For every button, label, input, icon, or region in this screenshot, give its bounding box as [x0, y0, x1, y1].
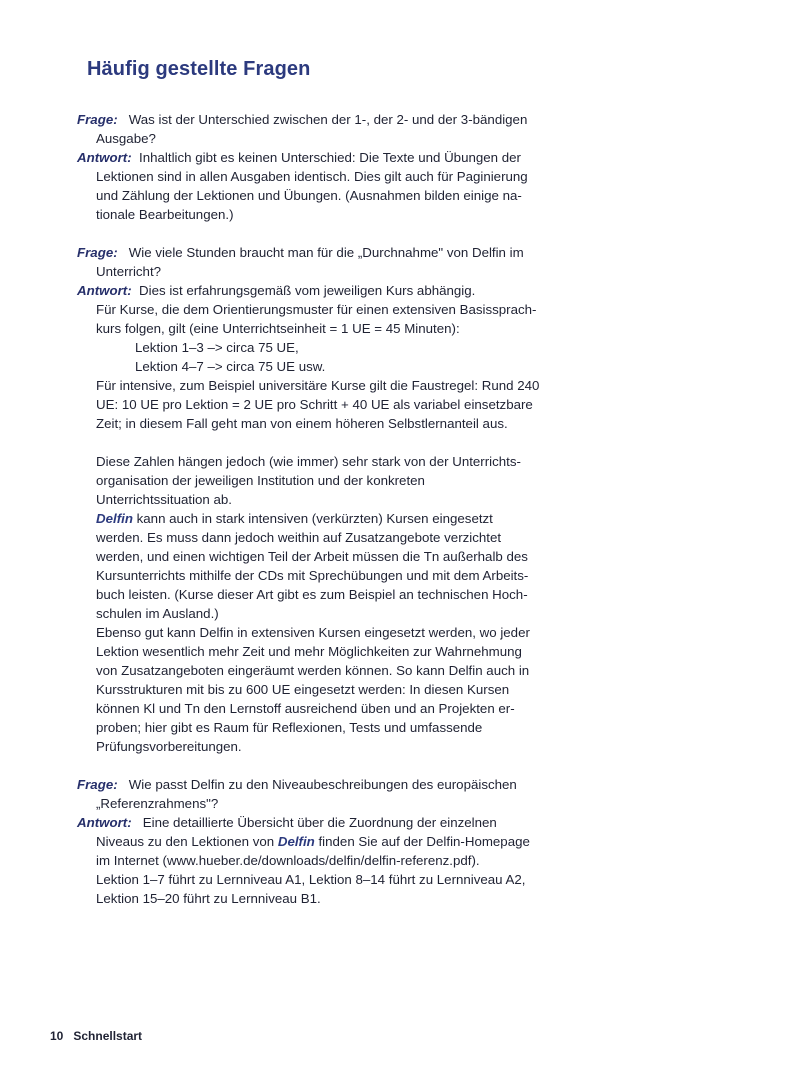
answer-text: Zeit; in diesem Fall geht man von einem höheren Selbstlernanteil aus.: [96, 416, 508, 431]
section-name: Schnellstart: [73, 1029, 143, 1043]
answer-text: Dies ist erfahrungsgemäß vom jeweiligen Kurs abhängig.: [139, 283, 476, 298]
page-title: Häufig gestellte Fragen: [87, 58, 311, 80]
question-label: Frage:: [77, 777, 118, 792]
answer-text: Prüfungsvorbereitungen.: [96, 739, 242, 754]
answer-line: [77, 832, 547, 851]
faq-item-3: [77, 775, 547, 908]
answer-text: Lektion 15–20 führt zu Lernniveau B1.: [96, 891, 321, 906]
answer-label: Antwort:: [77, 283, 132, 298]
question-text: Ausgabe?: [96, 131, 156, 146]
answer-text: Unterrichtssituation ab.: [96, 492, 232, 507]
answer-text: buch leisten. (Kurse dieser Art gibt es zum Beispiel an technischen Hoch-: [96, 587, 528, 602]
answer-text: kurs folgen, gilt (eine Unterrichtseinheit = 1 UE = 45 Minuten):: [96, 321, 460, 336]
question-text: Was ist der Unterschied zwischen der 1-, der 2- und der 3-bändigen: [128, 112, 528, 127]
answer-text: Inhaltlich gibt es keinen Unterschied: Die Texte und Übungen der: [139, 150, 521, 165]
answer-text: Kursunterrichts mithilfe der CDs mit Sprechübungen und mit dem Arbeits-: [96, 568, 529, 583]
answer-text: Kursstrukturen mit bis zu 600 UE eingesetzt werden: In diesen Kursen: [96, 682, 510, 697]
question-label: Frage:: [77, 112, 118, 127]
answer-text: Lektion 1–7 führt zu Lernniveau A1, Lektion 8–14 führt zu Lernniveau A2,: [96, 872, 526, 887]
answer-text: Niveaus zu den Lektionen von: [96, 834, 278, 849]
question-label: Frage:: [77, 245, 118, 260]
answer-text: proben; hier gibt es Raum für Reflexionen, Tests und umfassende: [96, 720, 483, 735]
faq-item-2: [77, 243, 547, 756]
question-line: [77, 243, 547, 262]
question-text: Wie viele Stunden braucht man für die „Durchnahme" von Delfin im: [128, 245, 524, 260]
answer-text: und Zählung der Lektionen und Übungen. (Ausnahmen bilden einige na-: [96, 188, 522, 203]
question-text: Unterricht?: [96, 264, 162, 279]
answer-text: Lektion wesentlich mehr Zeit und mehr Möglichkeiten zur Wahrnehmung: [96, 644, 522, 659]
answer-line: [77, 813, 547, 832]
answer-text: werden, und einen wichtigen Teil der Arbeit müssen die Tn außerhalb des: [96, 549, 528, 564]
answer-line: [77, 509, 547, 528]
answer-text: UE: 10 UE pro Lektion = 2 UE pro Schritt + 40 UE als variabel einsetzbare: [96, 397, 533, 412]
answer-label: Antwort:: [77, 815, 132, 830]
answer-text: tionale Bearbeitungen.): [96, 207, 234, 222]
answer-line: [77, 281, 547, 300]
faq-content: [77, 110, 547, 927]
product-name: Delfin: [277, 834, 315, 849]
answer-text: schulen im Ausland.): [96, 606, 219, 621]
question-text: Wie passt Delfin zu den Niveaubeschreibungen des europäischen: [128, 777, 517, 792]
answer-text: finden Sie auf der Delfin-Homepage: [314, 834, 530, 849]
answer-line: [77, 148, 547, 167]
page-number: 10: [50, 1029, 64, 1043]
answer-text: Für Kurse, die dem Orientierungsmuster für einen extensiven Basissprach-: [96, 302, 537, 317]
answer-label: Antwort:: [77, 150, 132, 165]
paragraph-spacer: [77, 433, 547, 452]
lesson-range: Lektion 4–7 –> circa 75 UE usw.: [135, 359, 326, 374]
answer-text: Eine detaillierte Übersicht über die Zuordnung der einzelnen: [142, 815, 497, 830]
answer-text: können Kl und Tn den Lernstoff ausreichend üben und an Projekten er-: [96, 701, 515, 716]
product-name: Delfin: [96, 511, 133, 526]
answer-text: organisation der jeweiligen Institution und der konkreten: [96, 473, 425, 488]
answer-text: kann auch in stark intensiven (verkürzten) Kursen eingesetzt: [132, 511, 493, 526]
answer-text: Ebenso gut kann Delfin in extensiven Kursen eingesetzt werden, wo jeder: [96, 625, 530, 640]
page-footer: [50, 1029, 142, 1043]
lesson-range: Lektion 1–3 –> circa 75 UE,: [135, 340, 299, 355]
question-line: [77, 110, 547, 129]
question-text: „Referenzrahmens"?: [96, 796, 219, 811]
answer-text: von Zusatzangeboten eingeräumt werden können. So kann Delfin auch in: [96, 663, 530, 678]
answer-text: Für intensive, zum Beispiel universitäre Kurse gilt die Faustregel: Rund 240: [96, 378, 540, 393]
question-line: [77, 775, 547, 794]
answer-text: werden. Es muss dann jedoch weithin auf Zusatzangebote verzichtet: [96, 530, 502, 545]
answer-text: Diese Zahlen hängen jedoch (wie immer) sehr stark von der Unterrichts-: [96, 454, 521, 469]
answer-text: Lektionen sind in allen Ausgaben identisch. Dies gilt auch für Paginierung: [96, 169, 528, 184]
answer-text: im Internet (www.hueber.de/downloads/delfin/delfin-referenz.pdf).: [96, 853, 480, 868]
faq-item-1: [77, 110, 547, 224]
